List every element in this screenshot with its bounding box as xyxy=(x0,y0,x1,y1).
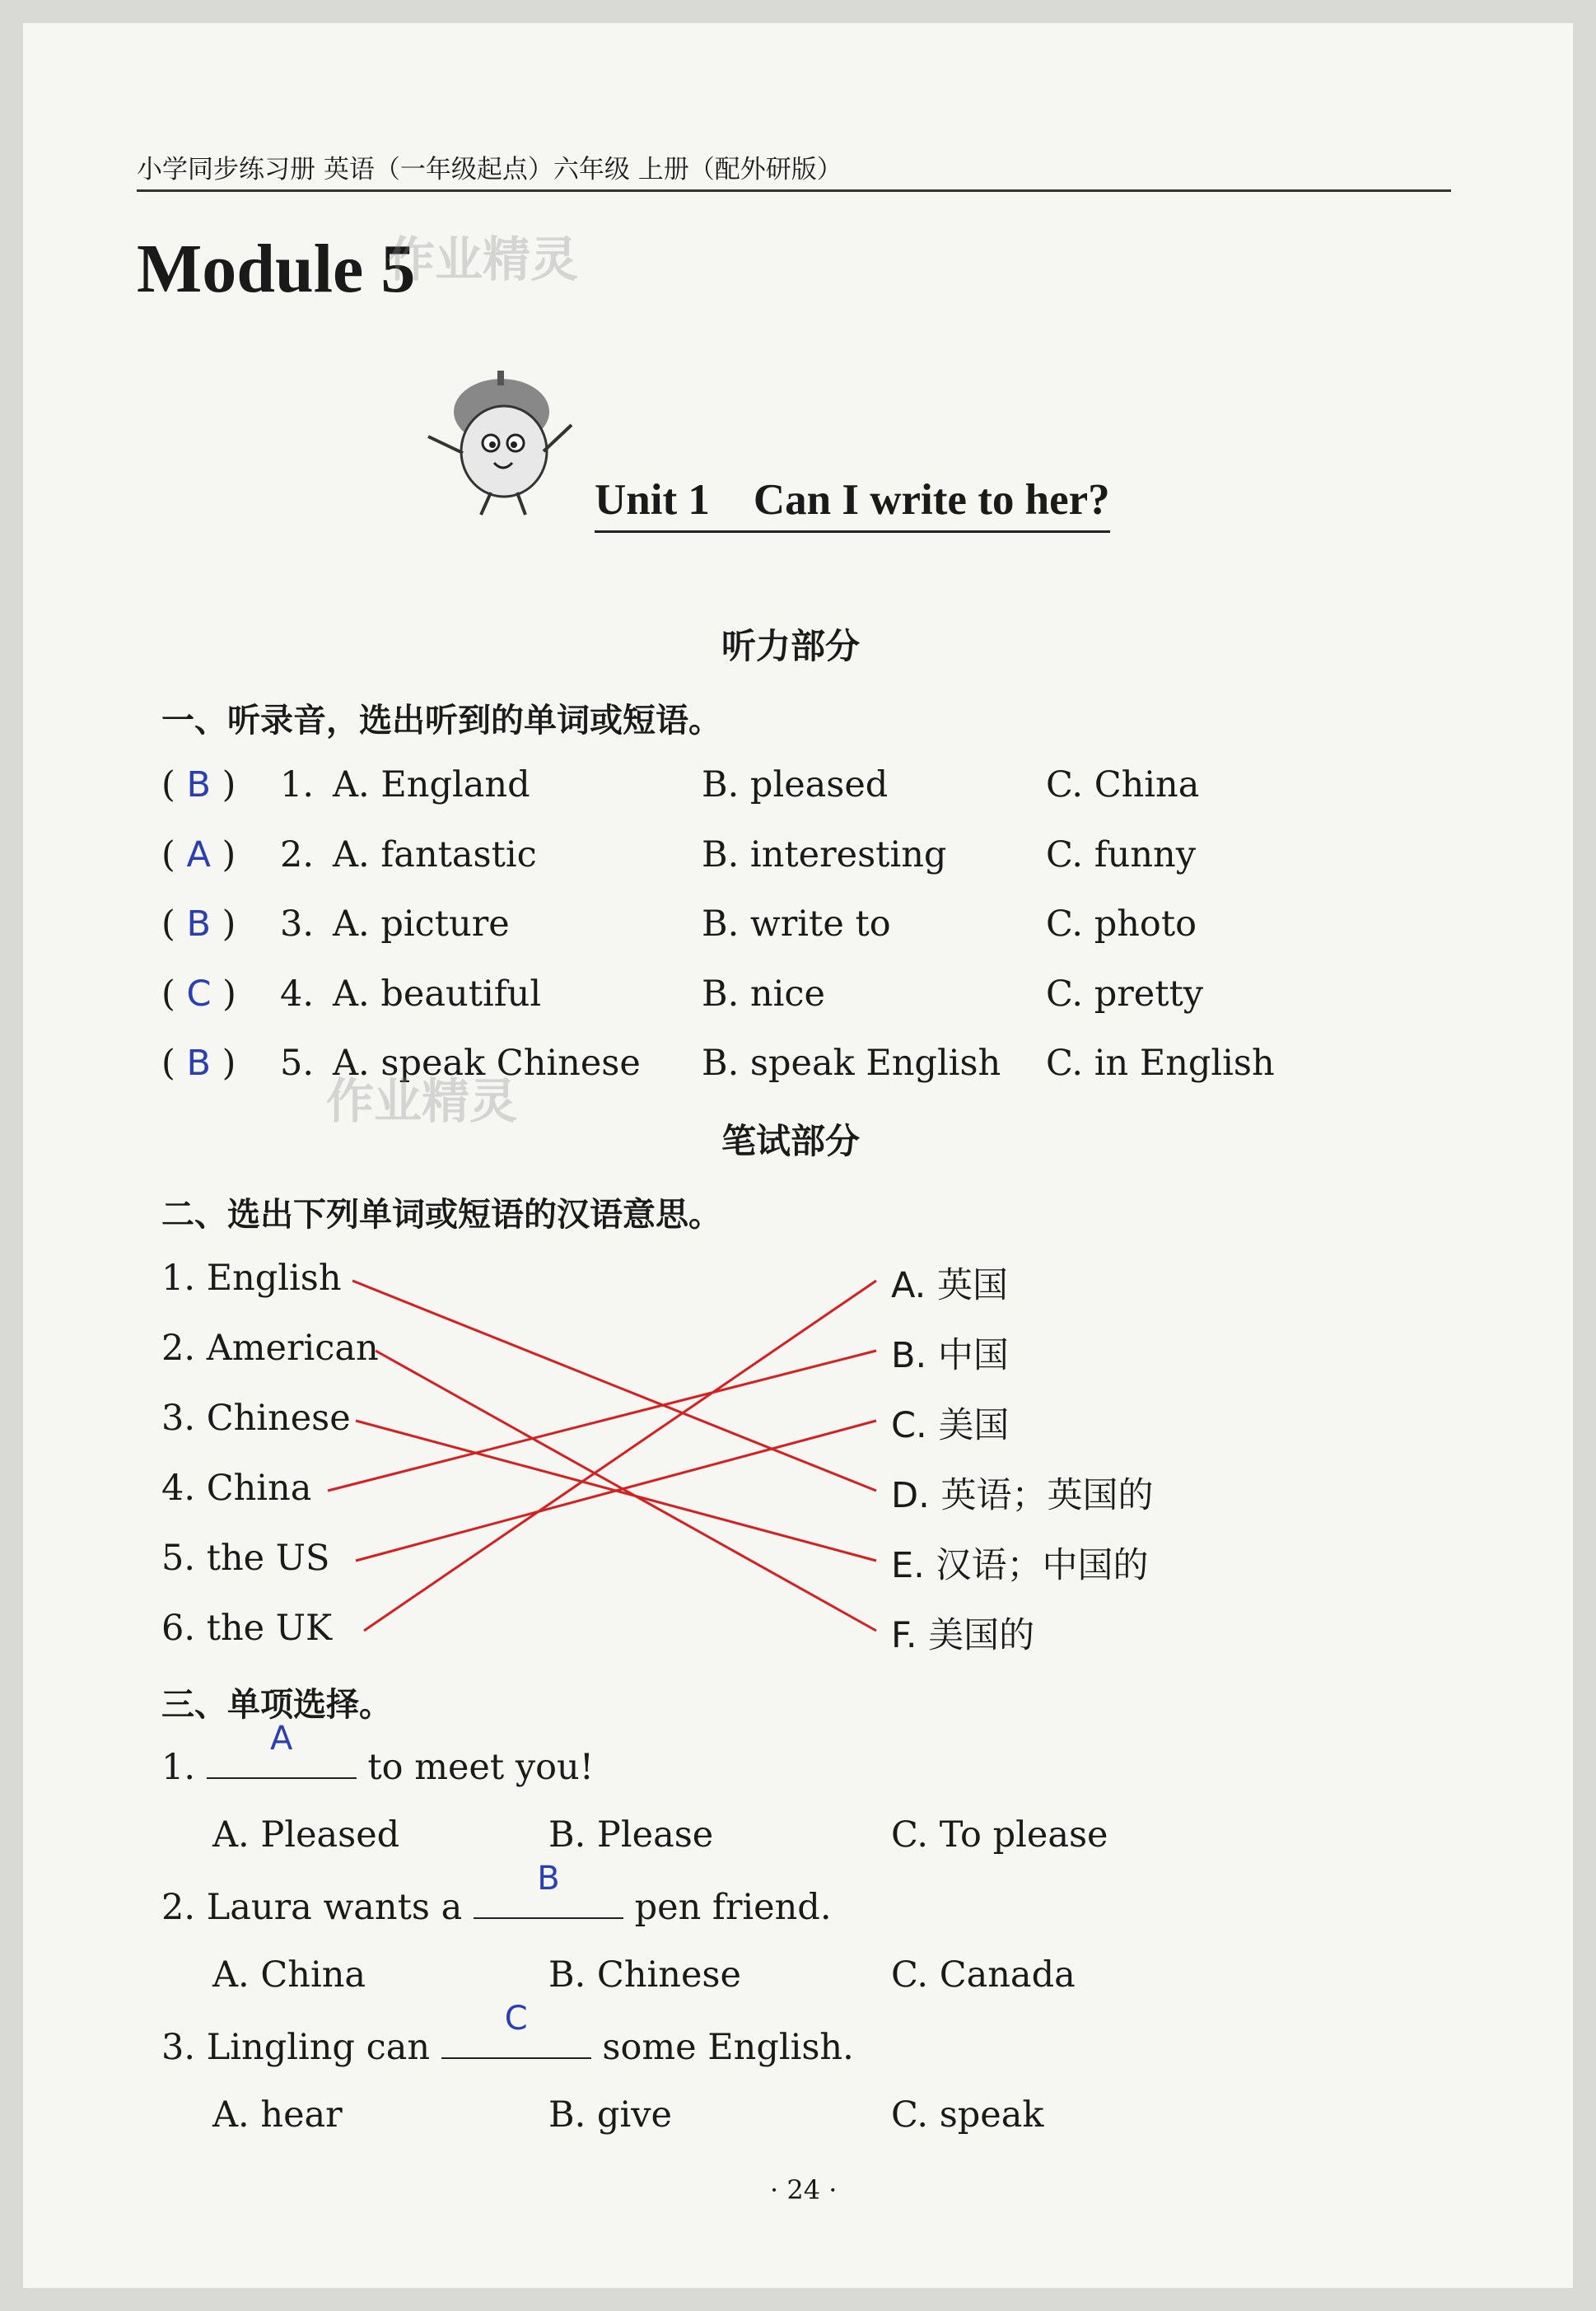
question-number: 3. xyxy=(280,903,315,945)
option-c: C. speak xyxy=(891,2094,1044,2136)
module-title: Module 5 xyxy=(137,231,416,307)
choice-answer: B xyxy=(537,1860,560,1898)
listening-answer: C xyxy=(186,973,212,1015)
question-text-after: some English. xyxy=(602,2027,854,2068)
choice-question xyxy=(161,1860,832,1928)
option-c: C. in English xyxy=(1046,1043,1275,1084)
option-c: C. funny xyxy=(1046,834,1196,875)
match-left-item: 6. the UK xyxy=(161,1608,333,1649)
option-b: B. give xyxy=(548,2094,672,2136)
answer-blank xyxy=(207,1720,357,1779)
option-c: C. Canada xyxy=(891,1954,1076,1996)
choice-question xyxy=(161,2000,854,2068)
question-number: 1. xyxy=(280,764,315,805)
question-text-before: Laura wants a xyxy=(206,1887,463,1928)
choice-question xyxy=(161,1720,594,1788)
choice-heading: 三、单项选择。 xyxy=(161,1686,392,1724)
question-number: 2. xyxy=(161,1887,196,1928)
option-c: C. China xyxy=(1046,764,1200,805)
page-header: 小学同步练习册 英语（一年级起点）六年级 上册（配外研版） xyxy=(137,155,842,184)
option-b: B. Please xyxy=(548,1814,714,1856)
option-b: B. Chinese xyxy=(548,1954,741,1996)
question-text-after: pen friend. xyxy=(634,1887,832,1928)
option-a: A. beautiful xyxy=(333,973,542,1015)
question-number: 1. xyxy=(161,1747,196,1788)
option-a: A. China xyxy=(212,1954,366,1996)
match-left-item: 1. English xyxy=(161,1258,342,1299)
answer-paren: ( B ) xyxy=(161,903,236,945)
unit-title: Unit 1 Can I write to her? xyxy=(595,465,1110,533)
listening-heading: 一、听录音，选出听到的单词或短语。 xyxy=(161,702,721,740)
match-line xyxy=(328,1351,876,1491)
match-right-item: B. 中国 xyxy=(891,1335,1009,1376)
listening-title: 听力部分 xyxy=(721,626,861,666)
answer-paren: ( B ) xyxy=(161,764,236,805)
option-a: A. Pleased xyxy=(212,1814,400,1856)
match-line xyxy=(376,1351,876,1631)
answer-paren: ( C ) xyxy=(161,973,236,1015)
option-b: B. write to xyxy=(702,903,891,945)
option-a: A. fantastic xyxy=(333,834,537,875)
matching-heading: 二、选出下列单词或短语的汉语意思。 xyxy=(161,1196,721,1234)
option-b: B. speak English xyxy=(702,1043,1001,1084)
option-c: C. To please xyxy=(891,1814,1108,1856)
option-b: B. pleased xyxy=(702,764,889,805)
option-a: A. speak Chinese xyxy=(333,1043,641,1084)
option-b: B. interesting xyxy=(702,834,947,875)
option-c: C. pretty xyxy=(1046,973,1204,1015)
question-number: 5. xyxy=(280,1043,315,1084)
match-left-item: 3. Chinese xyxy=(161,1398,351,1439)
match-left-item: 4. China xyxy=(161,1468,312,1509)
option-c: C. photo xyxy=(1046,903,1197,945)
option-b: B. nice xyxy=(702,973,825,1015)
option-a: A. hear xyxy=(212,2094,343,2136)
page-number: · 24 · xyxy=(770,2174,838,2206)
writing-title: 笔试部分 xyxy=(721,1121,861,1161)
choice-answer: C xyxy=(504,2000,528,2038)
watermark-text: 作业精灵 xyxy=(326,1073,518,1129)
listening-answer: B xyxy=(186,1043,211,1084)
listening-answer: A xyxy=(186,834,211,875)
listening-answer: B xyxy=(186,903,211,945)
match-left-item: 2. American xyxy=(161,1328,379,1369)
question-text-before: Lingling can xyxy=(206,2027,431,2068)
question-text-after: to meet you! xyxy=(367,1747,594,1788)
match-line xyxy=(364,1281,876,1631)
choice-answer: A xyxy=(270,1720,293,1758)
answer-blank xyxy=(441,2000,591,2059)
match-right-item: D. 英语；英国的 xyxy=(891,1475,1154,1516)
question-number: 3. xyxy=(161,2027,196,2068)
answer-blank xyxy=(474,1860,623,1919)
match-right-item: F. 美国的 xyxy=(891,1615,1035,1656)
listening-answer: B xyxy=(186,764,211,805)
option-a: A. picture xyxy=(333,903,510,945)
question-number: 2. xyxy=(280,834,315,875)
question-number: 4. xyxy=(280,973,315,1015)
match-right-item: A. 英国 xyxy=(891,1265,1008,1306)
option-a: A. England xyxy=(333,764,530,805)
match-left-item: 5. the US xyxy=(161,1538,330,1579)
match-right-item: C. 美国 xyxy=(891,1405,1010,1446)
answer-paren: ( B ) xyxy=(161,1043,236,1084)
match-right-item: E. 汉语；中国的 xyxy=(891,1545,1149,1586)
answer-paren: ( A ) xyxy=(161,834,236,875)
watermark-text: 作业精灵 xyxy=(387,231,579,287)
